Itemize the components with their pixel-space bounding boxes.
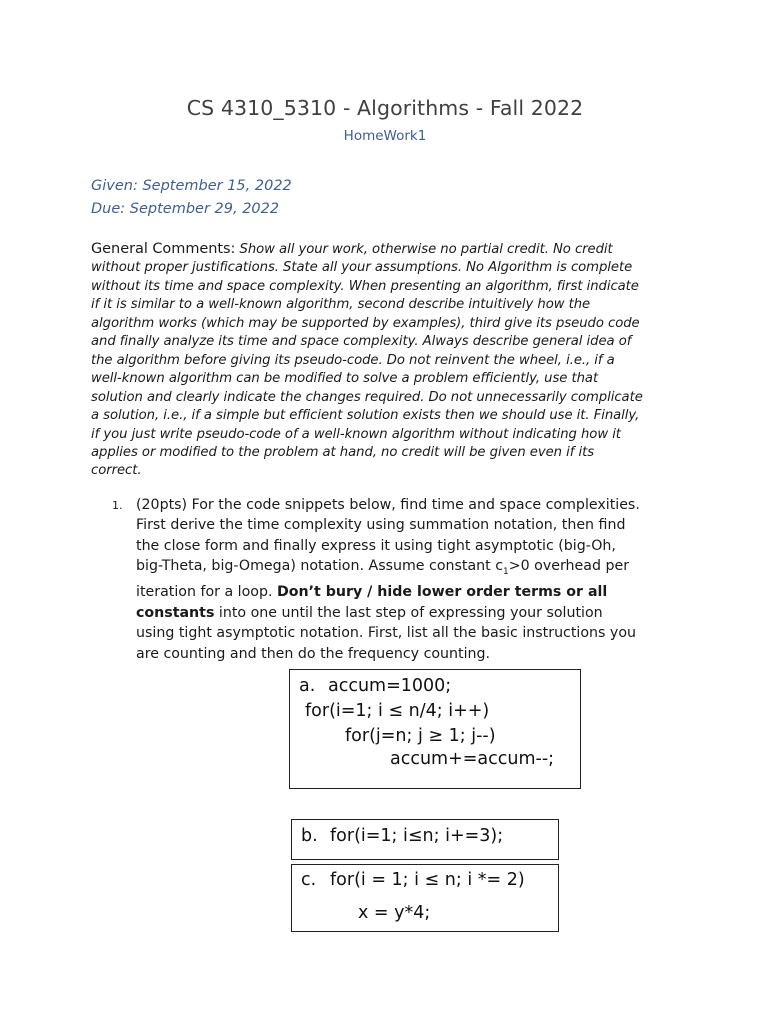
- comments-line: without proper justifications. State all your assumptions. No Algorithm is complete: [91, 260, 633, 276]
- code-line: for(i = 1; i ≤ n; i *= 2): [330, 870, 525, 890]
- page-subtitle: HomeWork1: [343, 128, 427, 144]
- comments-line: if you just write pseudo-code of a well-known algorithm without indicating how it: [91, 426, 621, 442]
- comments-text: Show all your work, otherwise no partial credit. No credit: [235, 242, 613, 257]
- comments-line: algorithm works (which may be supported by examples), third give its pseudo code: [91, 315, 640, 331]
- question-line: First derive the time complexity using summation notation, then find: [136, 517, 626, 534]
- question-text-part: into one until the last step of expressing your solution: [214, 604, 603, 621]
- emphasis-text: Don’t bury / hide lower order terms or all: [277, 584, 608, 601]
- snippet-label-c: c.: [301, 870, 317, 890]
- code-line: accum=1000;: [328, 676, 452, 696]
- dates-block: [91, 175, 292, 220]
- question-line: the close form and finally express it using tight asymptotic (big-Oh,: [136, 537, 616, 554]
- code-line: for(i=1; i ≤ n/4; i++): [305, 701, 490, 721]
- snippet-label-b: b.: [301, 826, 318, 846]
- comments-line: correct.: [91, 463, 142, 479]
- question-text: [136, 495, 696, 664]
- question-text-part: >0 overhead per: [508, 558, 630, 575]
- code-line: for(i=1; i≤n; i+=3);: [330, 826, 504, 846]
- code-line: for(j=n; j ≥ 1; j--): [345, 726, 496, 746]
- comments-line: the algorithm before giving its pseudo-code. Do not reinvent the wheel, i.e., if a: [91, 352, 615, 368]
- comments-line: solution and clearly indicate the changes required. Do not unnecessarily complicate: [91, 389, 643, 405]
- comments-line-1: [91, 240, 691, 259]
- code-snippet-b: [291, 819, 559, 860]
- comments-line: applies or modified to the problem at hand, no credit will be given even if its: [91, 444, 595, 460]
- code-line: accum+=accum--;: [390, 749, 555, 769]
- comments-line: well-known algorithm can be modified to solve a problem efficiently, use that: [91, 371, 599, 387]
- question-line: [136, 556, 696, 582]
- question-text-part: big-Theta, big-Omega) notation. Assume constant c: [136, 558, 504, 575]
- question-line: [136, 603, 696, 623]
- general-comments: [91, 240, 691, 481]
- question-line: using tight asymptotic notation. First, list all the basic instructions you: [136, 625, 637, 642]
- code-line: x = y*4;: [358, 903, 431, 923]
- due-date: Due: September 29, 2022: [91, 200, 280, 217]
- comments-line: a solution, i.e., if a simple but efficient solution exists then we should use it. Finally,: [91, 408, 640, 424]
- given-date: Given: September 15, 2022: [91, 178, 292, 194]
- page-title: CS 4310_5310 - Algorithms - Fall 2022: [186, 96, 584, 120]
- subscript: 1: [503, 567, 509, 578]
- comments-label: General Comments:: [91, 241, 236, 257]
- emphasis-text: constants: [136, 604, 215, 621]
- question-line: [136, 582, 696, 602]
- snippet-label-a: a.: [299, 676, 316, 696]
- code-snippet-a: [289, 669, 581, 789]
- question-text-part: iteration for a loop.: [136, 584, 277, 601]
- question-number: 1.: [112, 499, 123, 512]
- comments-line: and finally analyze its time and space complexity. Always describe general idea of: [91, 334, 632, 350]
- comments-line: without its time and space complexity. When presenting an algorithm, first indicate: [91, 278, 639, 294]
- code-snippet-c: [291, 864, 559, 932]
- question-line: are counting and then do the frequency counting.: [136, 645, 491, 662]
- comments-line: if it is similar to a well-known algorithm, second describe intuitively how the: [91, 297, 591, 313]
- question-line: (20pts) For the code snippets below, find time and space complexities.: [136, 497, 640, 513]
